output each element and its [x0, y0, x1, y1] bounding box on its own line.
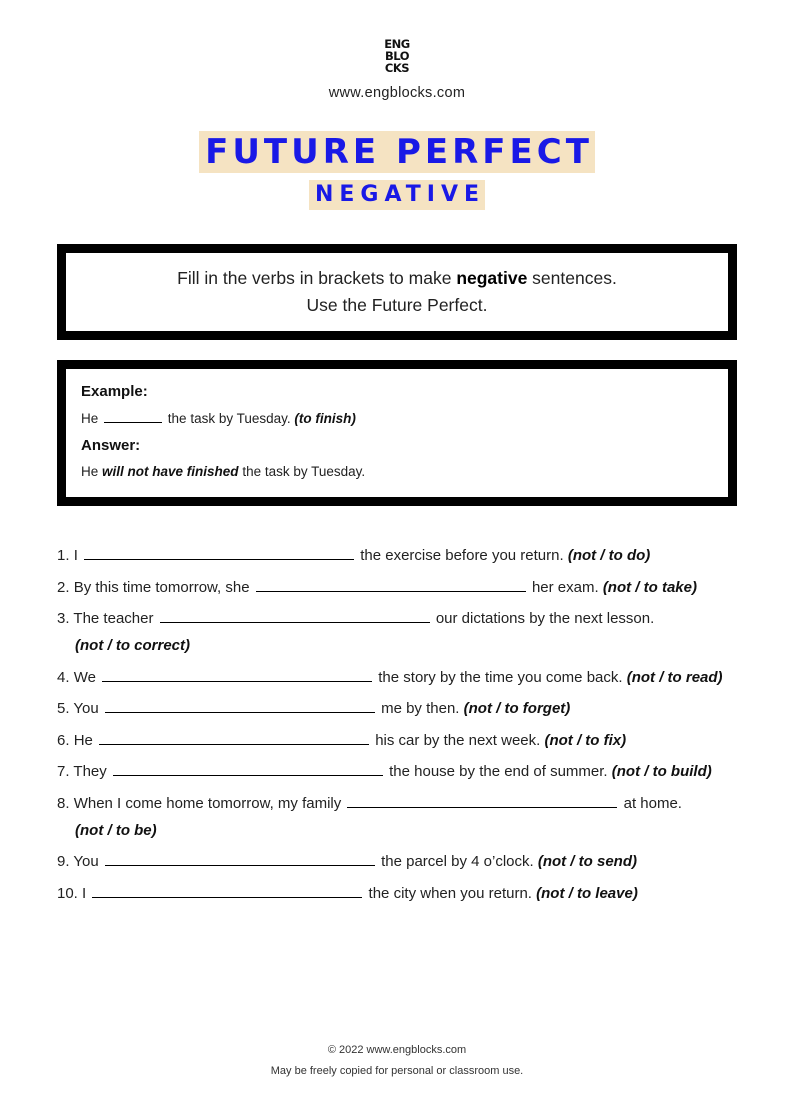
exercise-item-10	[57, 881, 757, 913]
exercise-hint: (not / to build)	[611, 763, 712, 780]
exercise-blank[interactable]	[102, 665, 372, 682]
exercise-blank[interactable]	[160, 606, 430, 623]
exercise-after: the parcel by 4 o’clock.	[381, 853, 534, 870]
exercise-after: the exercise before you return.	[360, 547, 564, 564]
exercise-number: 1.	[57, 547, 70, 564]
exercise-item-1	[57, 543, 757, 575]
exercise-number: 4.	[57, 668, 70, 686]
exercise-hint: (not / to correct)	[75, 637, 190, 654]
exercise-number: 8.	[57, 794, 70, 812]
exercise-after: me by then.	[381, 700, 460, 717]
example-box	[57, 360, 737, 506]
exercise-before: I	[82, 884, 87, 902]
exercise-hint: (not / to read)	[626, 668, 723, 686]
exercise-before: He	[73, 731, 93, 749]
exercise-hint: (not / to forget)	[463, 700, 571, 717]
answer-after: the task by Tuesday.	[242, 464, 366, 479]
instruction-bold-word: negative	[456, 268, 528, 288]
example-label: Example:	[81, 383, 148, 400]
exercise-item-6	[57, 728, 757, 760]
instruction-text-after: sentences.	[527, 268, 617, 288]
exercise-blank[interactable]	[99, 728, 369, 745]
example-hint: (to finish)	[294, 411, 356, 426]
exercise-blank[interactable]	[84, 543, 354, 560]
exercise-before: They	[73, 763, 107, 780]
page-title: FUTURE PERFECT	[199, 131, 595, 173]
exercise-hint: (not / to send)	[537, 853, 637, 870]
exercise-before: I	[73, 547, 78, 564]
subtitle-wrap	[0, 180, 794, 210]
exercise-number: 5.	[57, 700, 70, 717]
logo-line-1: ENG	[384, 37, 410, 51]
exercise-number: 10.	[57, 884, 78, 902]
exercise-hint: (not / to fix)	[544, 731, 627, 749]
answer-before: He	[81, 464, 99, 479]
example-before: He	[81, 411, 99, 426]
exercise-number: 2.	[57, 578, 70, 596]
exercise-before: You	[73, 853, 99, 870]
answer-bold: will not have finished	[102, 464, 239, 479]
exercise-hint: (not / to take)	[602, 578, 697, 596]
page-subtitle: NEGATIVE	[309, 180, 485, 210]
exercise-before: When I come home tomorrow, my family	[73, 794, 342, 812]
site-url: www.engblocks.com	[328, 85, 466, 101]
exercise-blank[interactable]	[347, 791, 617, 808]
exercise-item-3	[57, 606, 757, 665]
exercise-after: her exam.	[531, 578, 599, 596]
exercise-item-4	[57, 665, 757, 697]
exercise-before: By this time tomorrow, she	[73, 578, 250, 596]
exercise-blank[interactable]	[105, 696, 375, 713]
exercise-blank[interactable]	[105, 849, 375, 866]
exercise-number: 7.	[57, 763, 70, 780]
answer-sentence	[81, 462, 728, 482]
exercise-list	[57, 543, 757, 912]
exercise-after: his car by the next week.	[375, 731, 541, 749]
exercise-after: the story by the time you come back.	[378, 668, 623, 686]
exercise-item-9	[57, 849, 757, 881]
exercise-before: We	[73, 668, 96, 686]
exercise-hint: (not / to be)	[75, 821, 157, 839]
exercise-item-2	[57, 575, 757, 607]
footer-copyright: © 2022 www.engblocks.com	[327, 1044, 467, 1056]
exercise-item-8	[57, 791, 757, 850]
exercise-number: 6.	[57, 731, 70, 749]
exercise-after: our dictations by the next lesson.	[435, 610, 655, 627]
engblocks-logo	[381, 38, 413, 74]
instruction-line-2: Use the Future Perfect.	[306, 295, 488, 315]
example-after: the task by Tuesday.	[167, 411, 291, 426]
exercise-before: You	[73, 700, 99, 717]
exercise-before: The teacher	[73, 610, 154, 627]
instruction-text-before: Fill in the verbs in brackets to make	[177, 268, 457, 288]
logo-line-3: CKS	[384, 61, 410, 75]
exercise-after: at home.	[623, 794, 682, 812]
logo-line-2: BLO	[385, 49, 409, 63]
exercise-item-7	[57, 759, 757, 791]
exercise-item-5	[57, 696, 757, 728]
exercise-number: 9.	[57, 853, 70, 870]
example-blank	[104, 408, 162, 423]
footer-license: May be freely copied for personal or classroom use.	[270, 1065, 524, 1077]
exercise-number: 3.	[57, 610, 70, 627]
exercise-blank[interactable]	[256, 575, 526, 592]
exercise-after: the city when you return.	[368, 884, 532, 902]
example-sentence	[81, 408, 728, 429]
exercise-blank[interactable]	[92, 881, 362, 898]
title-wrap	[0, 131, 794, 173]
exercise-after: the house by the end of summer.	[389, 763, 608, 780]
answer-label: Answer:	[81, 437, 141, 454]
instruction-line-1	[66, 265, 728, 292]
instruction-box	[57, 244, 737, 340]
exercise-hint: (not / to do)	[567, 547, 651, 564]
exercise-hint: (not / to leave)	[536, 884, 638, 902]
exercise-blank[interactable]	[113, 759, 383, 776]
